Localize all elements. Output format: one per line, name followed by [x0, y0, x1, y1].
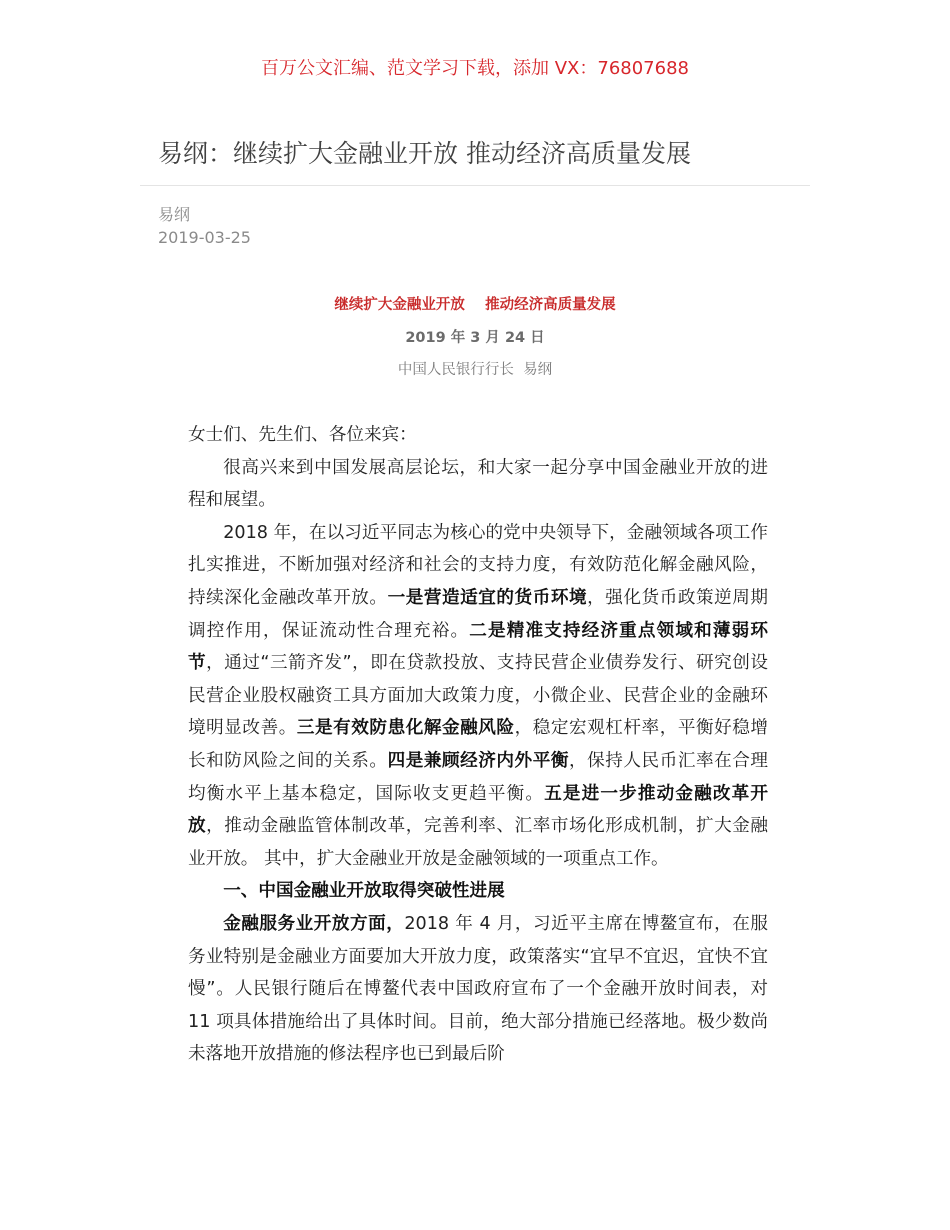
promo-banner: 百万公文汇编、范文学习下载，添加 VX：76807688	[261, 58, 689, 79]
publish-date: 2019-03-25	[158, 228, 251, 247]
highlight-point-4: 四是兼顾经济内外平衡	[387, 750, 569, 771]
highlight-point-1: 一是营造适宜的货币环境	[387, 587, 588, 608]
article-title: 继续扩大金融业开放 推动经济高质量发展	[334, 297, 616, 313]
paragraph-text: 2018 年 4 月，习近平主席在博鳌宣布，在服务业特别是金融业方面要加大开放力度，政策落实“宜早不宜迟，宜快不宜慢”。人民银行随后在博鳌代表中国政府宣布了一个金融开放时间表，对 11 项具体措施给出了具体时间。目前，绝大部分措施已经落地。极少数尚未落地开放措施的修法程序也已到最后阶	[188, 913, 768, 1065]
paragraph-text: ，稳定宏观杠杆率，平衡好稳增长和防风险之间的关系。	[188, 718, 768, 771]
paragraph-text: ，推动金融监管体制改革，完善利率、汇率市场化形成机制，扩大金融业开放。 其中，扩大金融业开放是金融领域的一项重点工作。	[188, 816, 768, 869]
paragraph-text: ，强化货币政策逆周期调控作用，保证流动性合理充裕。	[188, 587, 768, 641]
section-heading: 一、中国金融业开放取得突破性进展	[223, 881, 505, 902]
paragraph-2018-review	[188, 517, 768, 876]
paragraph-text: ，通过“三箭齐发”，即在贷款投放、支持民营企业债券发行、研究创设民营企业股权融资工具方面加大政策力度，小微企业、民营企业的金融环境明显改善。	[188, 653, 768, 739]
highlight-point-3: 三是有效防患化解金融风险	[296, 718, 515, 739]
title-divider	[140, 185, 810, 186]
page-title: 易纲：继续扩大金融业开放 推动经济高质量发展	[158, 139, 691, 168]
article-body	[188, 419, 768, 1109]
paragraph-services-opening	[188, 908, 768, 1071]
salutation: 女士们、先生们、各位来宾：	[188, 425, 417, 445]
article-byline: 中国人民银行行长 易纲	[397, 362, 553, 378]
paragraph-text: 2018 年，在以习近平同志为核心的党中央领导下，金融领域各项工作扎实推进，不断加强对经济和社会的支持力度，有效防范化解金融风险，持续深化金融改革开放。	[188, 522, 768, 608]
article-date: 2019 年 3 月 24 日	[405, 330, 545, 346]
highlight-lead: 金融服务业开放方面，	[223, 913, 405, 934]
paragraph-text: ，保持人民币汇率在合理均衡水平上基本稳定，国际收支更趋平衡。	[188, 750, 768, 804]
highlight-point-2: 二是精准支持经济重点领域和薄弱环节	[188, 620, 768, 674]
paragraph-intro: 很高兴来到中国发展高层论坛，和大家一起分享中国金融业开放的进程和展望。	[188, 457, 768, 511]
highlight-point-5: 五是进一步推动金融改革开放	[188, 783, 768, 837]
author-name: 易纲	[158, 205, 191, 224]
